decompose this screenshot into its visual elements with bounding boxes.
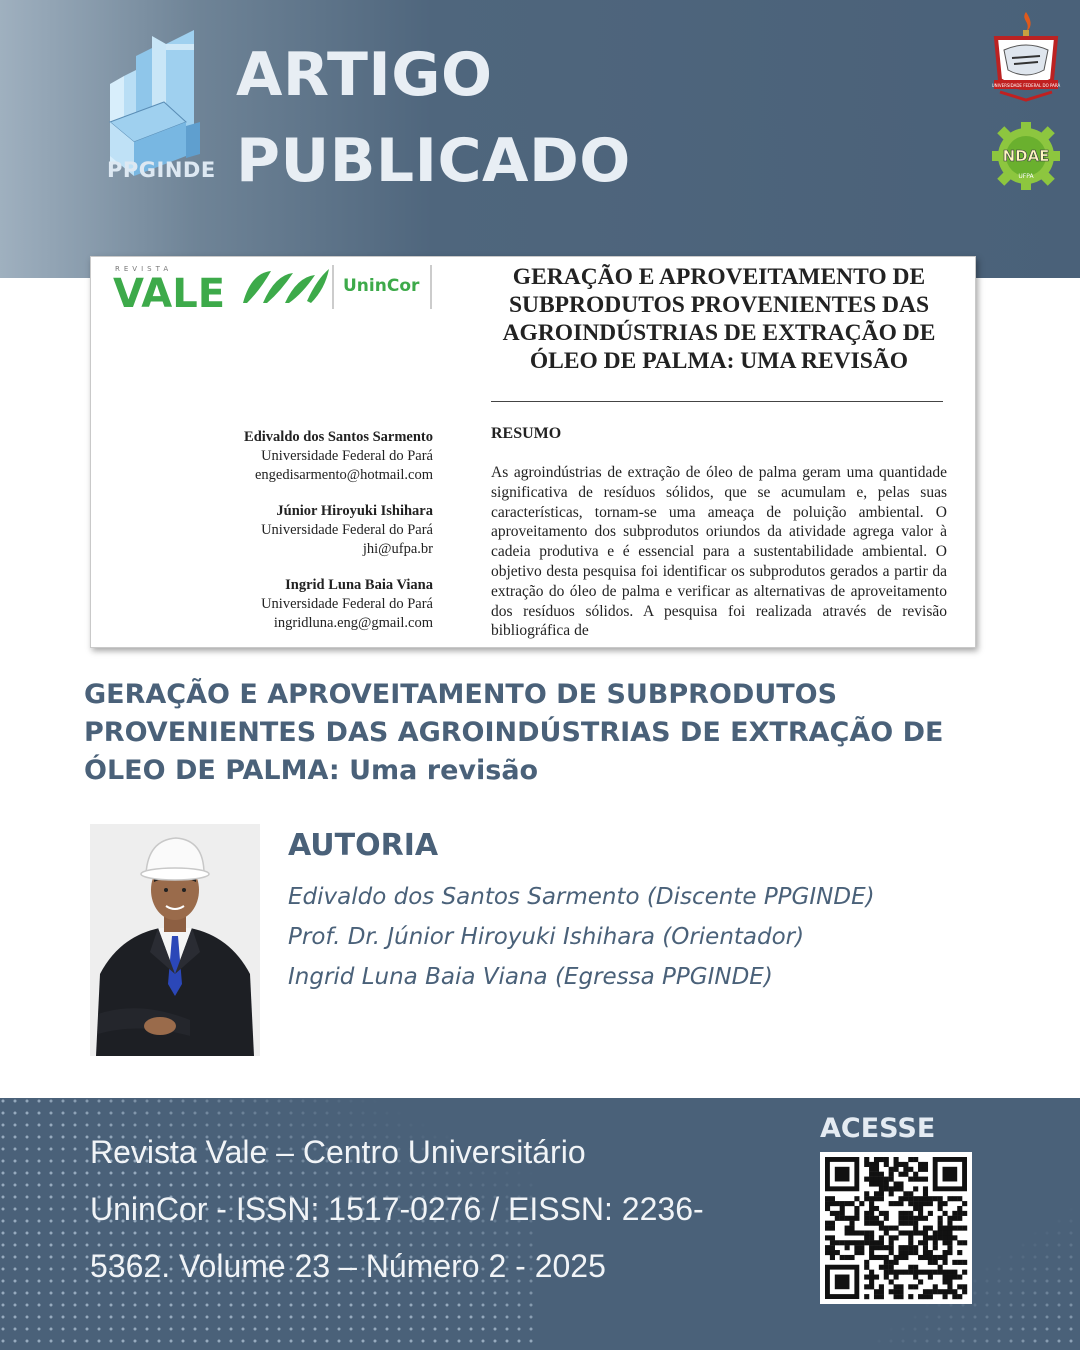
headline-line1: ARTIGO xyxy=(236,40,493,110)
paper-author-name: Edivaldo dos Santos Sarmento xyxy=(244,429,433,445)
paper-author-affiliation: Universidade Federal do Pará xyxy=(261,448,433,464)
journal-revista-small: REVISTA xyxy=(115,265,173,273)
ufpa-seal-icon xyxy=(990,10,1062,102)
paper-author-email: jhi@ufpa.br xyxy=(362,541,433,557)
paper-author xyxy=(191,428,433,485)
journal-logo xyxy=(111,259,433,313)
seal2-sub: UFPA xyxy=(1018,173,1034,180)
article-title xyxy=(84,676,994,790)
footer-band xyxy=(0,1098,1080,1350)
article-preview-card xyxy=(90,256,976,648)
reference-line: 5362. Volume 23 – Número 2 - 2025 xyxy=(90,1248,606,1284)
article-title-line2: PROVENIENTES DAS AGROINDÚSTRIAS DE EXTRAÇÃO DE xyxy=(84,717,944,748)
article-title-line3 xyxy=(84,752,994,790)
paper-author-affiliation: Universidade Federal do Pará xyxy=(261,522,433,538)
reference-line: Revista Vale – Centro Universitário xyxy=(90,1134,586,1170)
paper-title-line: GERAÇÃO E APROVEITAMENTO DE xyxy=(512,264,926,290)
headline xyxy=(236,32,631,204)
resumo-heading: RESUMO xyxy=(491,425,562,442)
autoria-heading: AUTORIA xyxy=(288,828,439,863)
author-credit: Edivaldo dos Santos Sarmento (Discente PPGINDE) xyxy=(288,884,875,910)
paper-title xyxy=(479,263,959,375)
article-title-caps: ÓLEO DE PALMA: xyxy=(84,755,350,786)
paper-author-name: Júnior Hiroyuki Ishihara xyxy=(276,503,433,519)
paper-title-line: ÓLEO DE PALMA: UMA REVISÃO xyxy=(529,348,909,374)
reference-line: UninCor - ISSN: 1517-0276 / EISSN: 2236- xyxy=(90,1191,704,1227)
acesse-label: ACESSE xyxy=(820,1113,936,1144)
paper-author-affiliation: Universidade Federal do Pará xyxy=(261,596,433,612)
ppginde-logo-text: PPGINDE xyxy=(107,158,216,182)
paper-author-email: ingridluna.eng@gmail.com xyxy=(273,615,433,631)
author-photo xyxy=(90,824,260,1056)
ndae-gear-icon xyxy=(990,120,1062,192)
article-title-line1: GERAÇÃO E APROVEITAMENTO DE SUBPRODUTOS xyxy=(84,679,838,710)
paper-divider xyxy=(491,401,943,402)
resumo-text: As agroindústrias de extração de óleo de palma geram uma quantidade significativa de resíduos sólidos, que se acumulam e, pelas suas características, tornam-se uma ameaça de poluição ambiental. O aproveitamento dos subprodutos oriundos da atividade agrega valor à cadeia produtiva e é essencial para a sustentabilidade ambiental. O objetivo desta pesquisa foi identificar os subprodutos gerados a partir da extração do óleo de palma e verificar as alternativas de aproveitamento dos resíduos sólidos. A pesquisa foi realizada através de revisão bibliográfica de xyxy=(491,464,947,640)
header-band xyxy=(0,0,1080,278)
qr-code-icon[interactable] xyxy=(820,1152,972,1304)
headline-line2: PUBLICADO xyxy=(236,126,631,196)
author-credit: Ingrid Luna Baia Viana (Egressa PPGINDE) xyxy=(288,964,773,990)
paper-author-email: engedisarmento@hotmail.com xyxy=(254,467,433,483)
author-credit: Prof. Dr. Júnior Hiroyuki Ishihara (Orientador) xyxy=(288,924,805,950)
seal2-text: NDAE xyxy=(1002,147,1050,165)
journal-vale: VALE xyxy=(113,271,226,313)
paper-title-line: SUBPRODUTOS PROVENIENTES DAS xyxy=(508,292,930,318)
paper-author xyxy=(191,502,433,559)
paper-title-line: AGROINDÚSTRIAS DE EXTRAÇÃO DE xyxy=(502,320,936,346)
journal-unincor: UninCor xyxy=(343,276,420,296)
paper-authors xyxy=(191,428,433,648)
paper-author xyxy=(191,576,433,633)
paper-author-name: Ingrid Luna Baia Viana xyxy=(285,577,433,593)
article-title-tail: Uma revisão xyxy=(349,755,539,786)
seal1-text: UNIVERSIDADE FEDERAL DO PARÁ xyxy=(991,83,1061,88)
